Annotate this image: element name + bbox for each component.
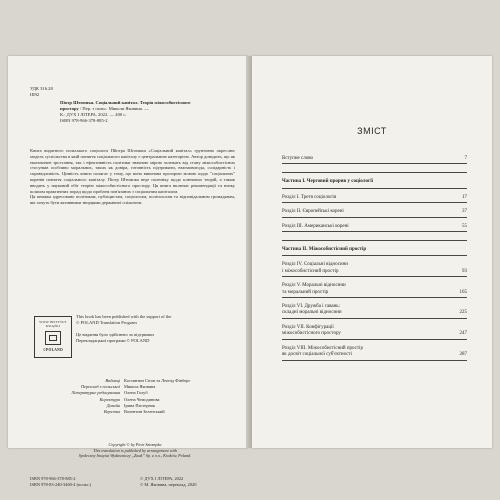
toc-entry-label: [282, 304, 451, 317]
toc-entry: [282, 209, 467, 217]
credit-row: [30, 409, 235, 415]
isbn-ua: ISBN 978-966-378-885-2: [30, 476, 76, 481]
toc-entry-page: 247: [459, 331, 467, 337]
support-en-2: © POLAND Translation Program: [76, 320, 137, 325]
toc-entry-line2: складні моральні відносини: [282, 310, 342, 316]
toc-part-1: [282, 172, 467, 188]
logo-wordmark: ©POLAND: [43, 348, 63, 352]
udk-line: УДК 316.28: [30, 86, 53, 91]
toc-entry: [282, 262, 467, 277]
toc-entry-line1: Розділ IV. Соціальні відносини: [282, 262, 348, 268]
toc-entry-intro: [282, 156, 467, 164]
credit-role: Дизайн: [106, 402, 120, 408]
contents-title: ЗМІСТ: [357, 126, 387, 136]
book-title: Соціальний капітал. Теорія міжособистісного: [95, 100, 191, 105]
toc-entry-label: Розділ ІІІ. Американські корені: [282, 223, 349, 229]
toc-entry-label: [282, 262, 451, 275]
support-en-1: This book has been published with the support of the: [76, 314, 172, 319]
annotation-paragraph-2: Ця книжка адресовано політикам, публіцистам, соціологам, політологам та відповідальним громадянам, які хочуть бути активними творцями державної спільноти.: [30, 194, 235, 206]
isbn-line: ISBN 978-966-378-885-2: [60, 118, 108, 124]
toc-entry-line2: як досвіт соціальної суб'єктності: [282, 352, 353, 358]
translator-copyright: © М. Яковина, переклад, 2020: [140, 482, 197, 487]
support-block: [30, 312, 235, 370]
toc-entry-page: 7: [464, 156, 467, 161]
toc-entry: [282, 325, 467, 340]
copyright-line: This translation is published by arrangement with: [93, 447, 177, 453]
credit-person: Валентин Зеленський: [124, 409, 165, 415]
contents-page: [252, 56, 492, 448]
toc-entry-line2: та моральний простір: [282, 289, 329, 295]
toc-entry-label: [282, 325, 451, 338]
book-logo-icon: [45, 331, 61, 345]
annotation: [30, 148, 235, 206]
toc-entry: [282, 283, 467, 298]
credit-person: Микола Яковина: [124, 384, 156, 390]
toc-entry-page: 287: [459, 352, 467, 358]
credit-role: Переклад з польської: [80, 384, 120, 390]
toc-entry-page: 93: [462, 268, 467, 274]
toc-entry-label: Вступне слово: [282, 156, 314, 161]
imprint-page: [8, 56, 248, 487]
support-text: [76, 314, 236, 344]
credit-role: Верстка: [103, 409, 120, 415]
toc-entry-label: [282, 283, 451, 296]
credit-person: Олена Чемодинова: [124, 396, 160, 402]
toc-entry-page: 17: [462, 194, 467, 200]
toc-entry: [282, 224, 467, 232]
support-uk-2: Перекладацької програми © POLAND: [76, 338, 150, 343]
credit-role: Видавці: [105, 378, 120, 383]
bbk-line: Ш92: [30, 92, 40, 97]
toc-entry-line1: Розділ VIII. Міжособистісний простір: [282, 345, 363, 351]
toc-entry-page: 225: [459, 310, 467, 316]
translator-note: / Пер. з польс. Миколи Яковина. —: [78, 106, 149, 112]
annotation-paragraph: Книга видатного польського соціолога Пйотра Штомпки «Соціальний капітал» грунтовно окреслює модель суспільства в якій поняття соціального капіталу є центральною категорією. Автор доводить, що як економічне зростання, так і ефективність політики значною мірою залежать від стану міжособистісних стосунків особливо моральних, таких як довіра, готовність підтримати, взаємовигода, солідарність і справедливість. Цінність книги полягає у тому, що вона виконана прозорою мовою щодо "соціальних" коренів поняття соціального капіталу. Піотр Штомпка веде полеміку щодо ключових теорій, а також вводить у науковий обіг теорію міжособистісного простору. Ця книга включає рекомендації та низку шляхом практичних порад щодо проблем пов'язаних з соціальним капіталом.: [30, 148, 235, 194]
author-name: Піотр Штомпка.: [60, 100, 95, 105]
toc-part-2: [282, 240, 467, 256]
toc-entry-page: 37: [462, 209, 467, 215]
credit-person: Олена Голуб: [124, 390, 148, 396]
toc-entry-label: Розділ ІІ. Європейські корені: [282, 209, 344, 215]
credit-role: Літературне редагування: [71, 390, 120, 396]
toc-entry-line2: і міжособистісний простір: [282, 268, 339, 274]
credit-person: Ірина Пастернак: [124, 402, 155, 408]
credit-person: Костянтин Сігов та Леонід Фінберг: [124, 378, 191, 383]
logo-caption: WWW.INSTYTUT KSIĄŻKI: [39, 320, 67, 328]
bibliographic-record: [60, 100, 235, 124]
toc-entry-line1: Розділ VI. Дружба і гавань:: [282, 304, 340, 310]
table-of-contents: [282, 156, 467, 361]
toc-entry-page: 165: [459, 289, 467, 295]
toc-entry-label: [282, 346, 451, 359]
toc-part-label: Частина ІІ. Міжособистісний простір: [282, 247, 367, 253]
toc-entry-line1: Розділ V. Моральні відносини: [282, 283, 346, 289]
toc-entry-line2: міжособистісного простору: [282, 331, 341, 337]
toc-entry-page: 55: [462, 223, 467, 229]
toc-entry-line1: Розділ VII. Конфігурації: [282, 324, 334, 330]
copyright-notice: [60, 442, 210, 459]
publisher-line: К.: ДУХ І ЛІТЕРА, 2022. — 400 с.: [60, 112, 127, 118]
toc-entry: [282, 195, 467, 203]
toc-entry: [282, 346, 467, 361]
udk-codes: [30, 86, 53, 98]
toc-entry: [282, 304, 467, 319]
book-title-cont: простору: [60, 106, 79, 112]
toc-entry-label: Розділ І. Третя соціологія: [282, 194, 337, 200]
toc-part-label: Частина І. Черговий прорив у соціології: [282, 179, 374, 185]
support-uk-1: Це видання було здійснено за підтримки: [76, 332, 154, 337]
publisher-copyright: © ДУХ І ЛІТЕРА, 2022: [140, 476, 184, 481]
instytut-ksiazki-logo: [34, 316, 72, 358]
credit-role: Коректура: [99, 396, 120, 402]
copyright-line: Społeczny Instytut Wydawniczy „Znak” Sp. z o.o., Kraków, Poland.: [78, 453, 192, 459]
credits-list: [30, 378, 235, 415]
copyright-line: Copyright © by Piotr Sztompka: [108, 442, 162, 447]
isbn-pl: ISBN 978-83-240-3460-4 (польс.): [30, 482, 92, 487]
